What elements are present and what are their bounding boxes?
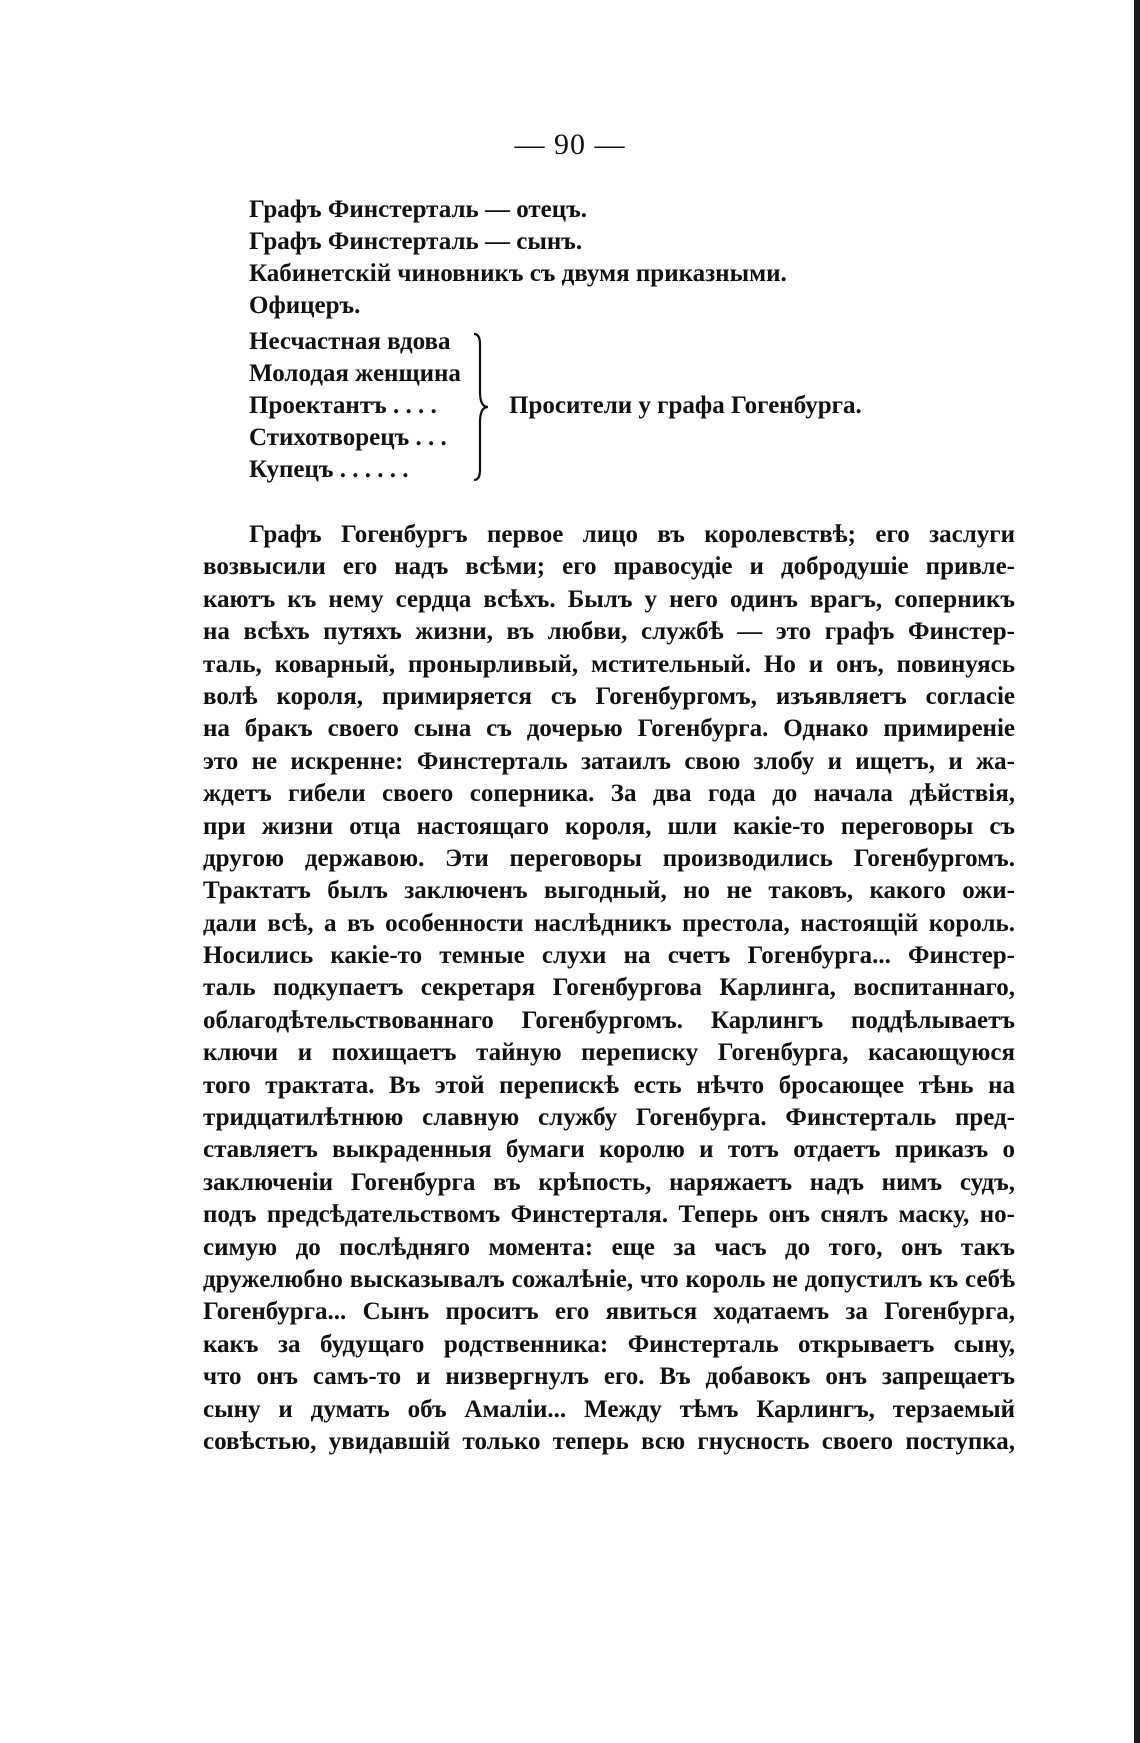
text-line: волѣ короля, примиряется съ Гогенбургомъ, изъявляетъ согласіе — [203, 682, 1015, 710]
text-line: тридцатилѣтнюю славную службу Гогенбурга. Финстерталь пред- — [203, 1104, 1015, 1132]
text-line: таль, коварный, пронырливый, мстительный. Но и онъ, повинуясь — [203, 650, 1015, 678]
curly-brace-icon — [471, 332, 491, 482]
text-line: Графъ Гогенбургъ первое лицо въ королевствѣ; его заслуги — [249, 521, 1015, 548]
text-line: другою державою. Эти переговоры производились Гогенбургомъ. — [203, 844, 1015, 872]
text-line: каютъ къ нему сердца всѣхъ. Былъ у него одинъ врагъ, соперникъ — [203, 585, 1015, 613]
text-line: симую до послѣдняго момента: еще за часъ до того, онъ такъ — [203, 1233, 1015, 1261]
text-line: подъ предсѣдательствомъ Финстерталя. Теперь онъ снялъ маску, но- — [203, 1201, 1015, 1229]
text-line: это не искренне: Финстерталь затаилъ свою злобу и ищетъ, и жа- — [203, 747, 1015, 775]
cast-line: Кабинетскій чиновникъ съ двумя приказными. — [249, 260, 787, 287]
text-line: Гогенбурга... Сынъ проситъ его явиться ходатаемъ за Гогенбурга, — [203, 1298, 1015, 1326]
synopsis-paragraph — [203, 519, 1015, 1458]
text-line: сыну и думать объ Амаліи... Между тѣмъ Карлингъ, терзаемый — [203, 1395, 1015, 1423]
text-line: на бракъ своего сына съ дочерью Гогенбурга. Однако примиреніе — [203, 715, 1015, 743]
cast-line: Офицеръ. — [249, 292, 361, 319]
text-line: при жизни отца настоящаго короля, шли какіе-то переговоры съ — [203, 812, 1015, 840]
text-line: ключи и похищаетъ тайную переписку Гогенбурга, касающуюся — [203, 1039, 1015, 1067]
text-line: что онъ самъ-то и низвергнулъ его. Въ добавокъ онъ запрещаетъ — [203, 1363, 1015, 1391]
page-edge-line — [1134, 0, 1140, 1743]
text-line: какъ за будущаго родственника: Финстерталь открываетъ сыну, — [203, 1330, 1015, 1358]
text-line: дали всѣ, а въ особенности наслѣдникъ престола, настоящій король. — [203, 909, 1015, 937]
text-line: таль подкупаетъ секретаря Гогенбургова Карлинга, воспитаннаго, — [203, 974, 1015, 1002]
text-line: совѣстью, увидавшій только теперь всю гнусность своего поступка, — [203, 1427, 1015, 1455]
petitioner-line: Проектантъ . . . . — [249, 392, 437, 419]
text-line: дружелюбно высказывалъ сожалѣніе, что король не допустилъ къ себѣ — [203, 1265, 1015, 1293]
text-line: возвысили его надъ всѣми; его правосудіе и добродушіе привле- — [203, 553, 1015, 581]
petitioner-line: Молодая женщина — [249, 360, 461, 387]
text-line: на всѣхъ путяхъ жизни, въ любви, службѣ — это графъ Финстер- — [203, 618, 1015, 646]
text-line: того трактата. Въ этой перепискѣ есть нѣчто бросающее тѣнь на — [203, 1071, 1015, 1099]
page-number: — 90 — — [514, 128, 626, 161]
text-line: облагодѣтельствованнаго Гогенбургомъ. Карлингъ поддѣлываетъ — [203, 1006, 1015, 1034]
cast-list — [249, 194, 862, 486]
petitioner-line: Стихотворецъ . . . — [249, 424, 447, 451]
text-line: ждетъ гибели своего соперника. За два года до начала дѣйствія, — [203, 780, 1015, 808]
petitioner-line: Купецъ . . . . . . — [249, 456, 409, 483]
cast-line: Графъ Финстерталь — отецъ. — [249, 196, 588, 223]
petitioners-label: Просители у графа Гогенбурга. — [509, 392, 862, 419]
text-line: Трактатъ былъ заключенъ выгодный, но не таковъ, какого ожи- — [203, 877, 1015, 905]
text-line: ставляетъ выкраденныя бумаги королю и тотъ отдаетъ приказъ о — [203, 1136, 1015, 1164]
text-line: заключеніи Гогенбурга въ крѣпость, наряжаетъ надъ нимъ судъ, — [203, 1168, 1015, 1196]
petitioner-line: Несчастная вдова — [249, 328, 451, 355]
text-line: Носились какіе-то темные слухи на счетъ Гогенбурга... Финстер- — [203, 942, 1015, 970]
petitioners-group — [249, 326, 862, 486]
cast-line: Графъ Финстерталь — сынъ. — [249, 228, 583, 255]
